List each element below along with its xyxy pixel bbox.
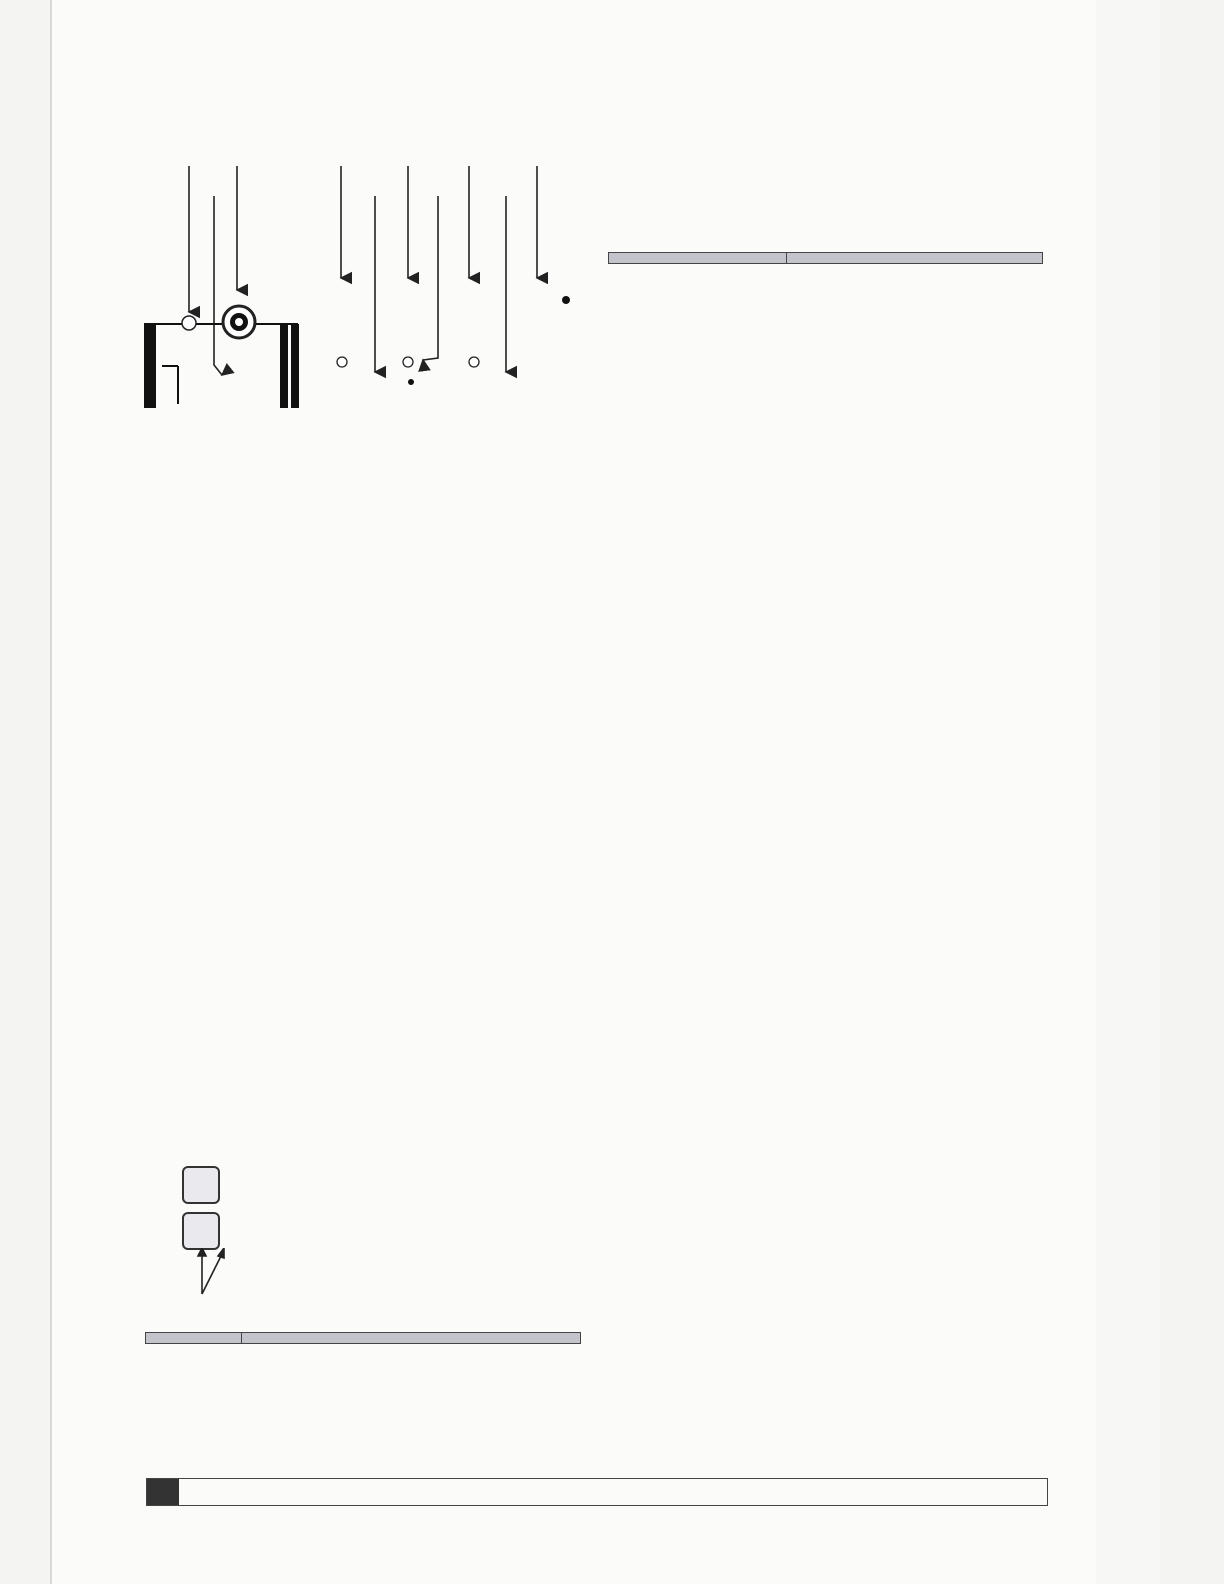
control-panel-diagram [138,140,578,440]
spiral-binding [1096,0,1160,1584]
start-switch-illustration [182,1164,322,1324]
up-button[interactable] [182,1166,220,1204]
function-header [787,253,1043,264]
meaning-header [242,1333,581,1344]
page-footer [146,1478,1048,1506]
button-header [609,253,787,264]
indication-header [146,1333,242,1344]
down-button[interactable] [182,1212,220,1250]
page-number [147,1479,179,1505]
indication-table [145,1332,581,1344]
start-switch-arrows [192,1248,232,1298]
button-table [608,252,1043,264]
